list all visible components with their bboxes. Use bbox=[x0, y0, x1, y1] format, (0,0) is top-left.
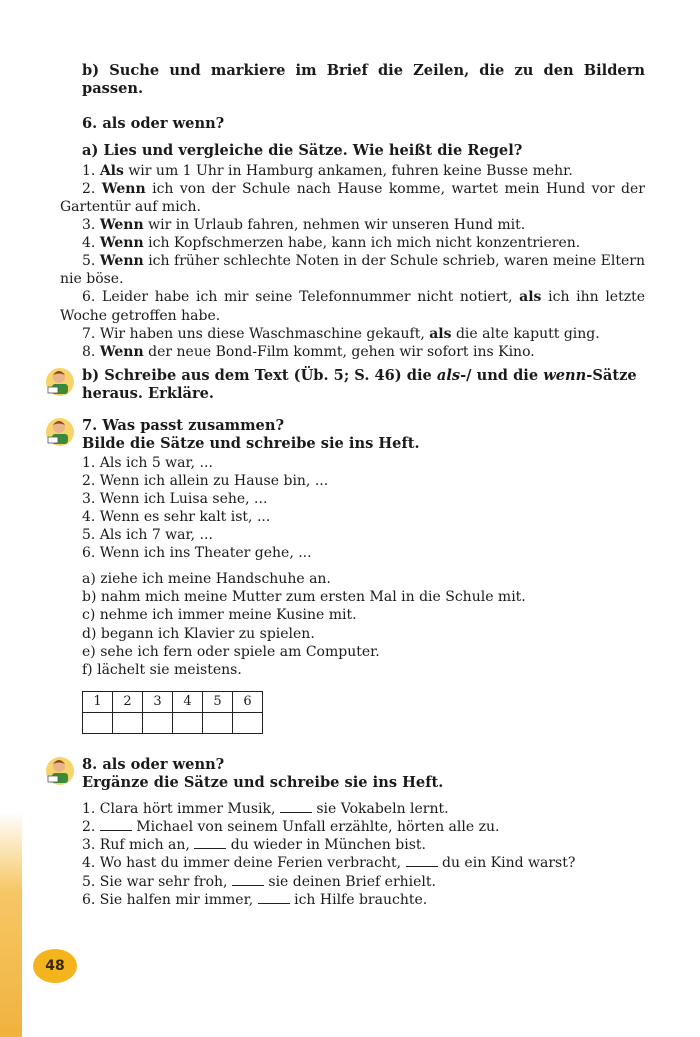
answer-table-input-cell[interactable] bbox=[173, 712, 203, 733]
sub-b-als: als bbox=[436, 366, 461, 384]
task8-line bbox=[82, 891, 645, 909]
task6-sentence-list bbox=[60, 162, 645, 361]
answer-table-input-cell[interactable] bbox=[113, 712, 143, 733]
task8-line bbox=[82, 836, 645, 854]
sentence-number: 3. bbox=[82, 217, 100, 234]
task7-start-item: 5. Als ich 7 war, ... bbox=[82, 527, 213, 544]
task8-line-text: Michael von seinem Unfall erzählte, hörten alle zu. bbox=[131, 819, 500, 836]
pupil-writing-icon bbox=[45, 756, 75, 786]
task6-sentence bbox=[60, 162, 645, 180]
answer-table-header-cell: 3 bbox=[143, 691, 173, 712]
task8-line-text: sie deinen Brief erhielt. bbox=[263, 873, 436, 890]
sentence-keyword: als bbox=[429, 325, 452, 342]
margin-stripe bbox=[0, 812, 22, 1037]
task8-line bbox=[82, 873, 645, 891]
sentence-number: 7. bbox=[82, 325, 100, 342]
sentence-keyword: Wenn bbox=[99, 253, 144, 270]
sentence-keyword: Wenn bbox=[101, 180, 146, 197]
task8-line bbox=[82, 800, 645, 818]
task8-line bbox=[82, 854, 645, 872]
sub-b-text-3: -Sätze heraus. Erkläre. bbox=[82, 366, 637, 403]
task7-start-item: 3. Wenn ich Luisa sehe, ... bbox=[82, 490, 268, 507]
sub-b-text-2: -/ und die bbox=[460, 366, 544, 384]
task8-line-list bbox=[60, 800, 645, 909]
task7-ending-item: c) nehme ich immer meine Kusine mit. bbox=[82, 607, 357, 624]
task7-title: 7. Was passt zusammen? bbox=[82, 417, 285, 435]
sentence-text: Leider habe ich mir seine Telefonnummer nicht notiert, bbox=[102, 289, 520, 306]
page-number: 48 bbox=[33, 949, 77, 983]
pupil-writing-icon bbox=[45, 367, 75, 397]
sentence-number: 8. bbox=[82, 343, 100, 360]
sentence-text: Wir haben uns diese Waschmaschine gekauft, bbox=[99, 325, 430, 342]
sentence-number: 6. bbox=[82, 289, 103, 306]
task6-sentence bbox=[60, 216, 645, 234]
task6-sub-a: a) Lies und vergleiche die Sätze. Wie heißt die Regel? bbox=[82, 141, 523, 159]
task6-sentence bbox=[60, 234, 645, 252]
answer-table-header-cell: 6 bbox=[233, 691, 263, 712]
pupil-writing-icon bbox=[45, 417, 75, 447]
sentence-text: ich von der Schule nach Hause komme, wartet mein Hund vor der Gartentür auf mich. bbox=[60, 180, 645, 215]
answer-table-input-cell[interactable] bbox=[83, 712, 113, 733]
task7-ending-item: f) lächelt sie meistens. bbox=[82, 661, 242, 678]
sentence-text: die alte kaputt ging. bbox=[451, 325, 600, 342]
fill-in-blank[interactable] bbox=[258, 891, 290, 904]
answer-table bbox=[82, 691, 263, 734]
task8-title: 8. als oder wenn? bbox=[82, 755, 225, 773]
task8-line-text: ich Hilfe brauchte. bbox=[289, 891, 428, 908]
answer-table-input-cell[interactable] bbox=[143, 712, 173, 733]
task8-line-text: sie Vokabeln lernt. bbox=[311, 801, 449, 818]
answer-table-input-cell[interactable] bbox=[203, 712, 233, 733]
sentence-text: ich früher schlechte Noten in der Schule schrieb, waren meine Eltern nie böse. bbox=[60, 253, 645, 288]
fill-in-blank[interactable] bbox=[100, 818, 132, 831]
sentence-text: ich ihn letzte Woche getroffen habe. bbox=[60, 289, 646, 324]
task8-line-text: 3. Ruf mich an, bbox=[82, 837, 195, 854]
task8-line-text: 1. Clara hört immer Musik, bbox=[82, 801, 280, 818]
answer-table-header-cell: 2 bbox=[113, 691, 143, 712]
task7-ending-item: b) nahm mich meine Mutter zum ersten Mal in die Schule mit. bbox=[82, 589, 526, 606]
task7-ending-item: a) ziehe ich meine Handschuhe an. bbox=[82, 571, 331, 588]
answer-table-header-row bbox=[83, 691, 263, 712]
task7-ending-list bbox=[60, 570, 645, 679]
sentence-keyword: Wenn bbox=[99, 343, 144, 360]
sentence-text: wir um 1 Uhr in Hamburg ankamen, fuhren keine Busse mehr. bbox=[123, 162, 573, 179]
answer-table-header-cell: 5 bbox=[203, 691, 233, 712]
sentence-number: 2. bbox=[82, 180, 102, 197]
task8-line-text: 5. Sie war sehr froh, bbox=[82, 873, 232, 890]
task6-sentence bbox=[60, 343, 645, 361]
fill-in-blank[interactable] bbox=[232, 873, 264, 886]
task6-sentence bbox=[60, 325, 645, 343]
task7-start-item: 2. Wenn ich allein zu Hause bin, ... bbox=[82, 472, 329, 489]
task8-line-text: du ein Kind warst? bbox=[437, 855, 576, 872]
task7-start-list bbox=[60, 454, 645, 563]
task6-sentence bbox=[60, 180, 645, 216]
task8-header bbox=[60, 756, 645, 792]
task8-line-text: 2. bbox=[82, 819, 100, 836]
answer-table-input-cell[interactable] bbox=[233, 712, 263, 733]
sentence-number: 4. bbox=[82, 235, 100, 252]
task8-instruction: Ergänze die Sätze und schreibe sie ins Heft. bbox=[82, 773, 444, 791]
task7-ending-item: e) sehe ich fern oder spiele am Computer. bbox=[82, 643, 380, 660]
fill-in-blank[interactable] bbox=[194, 836, 226, 849]
sentence-keyword: Wenn bbox=[99, 217, 144, 234]
task6-sentence bbox=[60, 252, 645, 288]
task8-line-text: 6. Sie halfen mir immer, bbox=[82, 891, 258, 908]
sentence-text: der neue Bond-Film kommt, gehen wir sofort ins Kino. bbox=[143, 343, 535, 360]
sub-b-text-1: b) Schreibe aus dem Text (Üb. 5; S. 46) die bbox=[82, 366, 437, 384]
sentence-text: wir in Urlaub fahren, nehmen wir unseren Hund mit. bbox=[143, 217, 526, 234]
task8-line-text: du wieder in München bist. bbox=[226, 837, 426, 854]
task7-start-item: 1. Als ich 5 war, ... bbox=[82, 454, 213, 471]
task8-line bbox=[82, 818, 645, 836]
sub-b-wenn: wenn bbox=[543, 366, 587, 384]
answer-table-header-cell: 4 bbox=[173, 691, 203, 712]
answer-table-answer-row bbox=[83, 712, 263, 733]
sentence-keyword: als bbox=[519, 289, 542, 306]
answer-table-header-cell: 1 bbox=[83, 691, 113, 712]
page-content bbox=[60, 62, 645, 909]
task7-header bbox=[60, 417, 645, 453]
task6-title: 6. als oder wenn? bbox=[82, 115, 225, 133]
task6-sub-b bbox=[60, 367, 645, 403]
fill-in-blank[interactable] bbox=[280, 800, 312, 813]
fill-in-blank[interactable] bbox=[406, 854, 438, 867]
sentence-text: ich Kopfschmerzen habe, kann ich mich nicht konzentrieren. bbox=[143, 235, 581, 252]
sentence-keyword: Als bbox=[99, 162, 124, 179]
task7-ending-item: d) begann ich Klavier zu spielen. bbox=[82, 625, 315, 642]
task7-instruction: Bilde die Sätze und schreibe sie ins Heft. bbox=[82, 435, 420, 453]
task8-line-text: 4. Wo hast du immer deine Ferien verbracht, bbox=[82, 855, 406, 872]
task7-start-item: 4. Wenn es sehr kalt ist, ... bbox=[82, 508, 271, 525]
sentence-keyword: Wenn bbox=[99, 235, 144, 252]
task6-sentence bbox=[60, 288, 645, 324]
sentence-number: 1. bbox=[82, 162, 100, 179]
task7-start-item: 6. Wenn ich ins Theater gehe, ... bbox=[82, 545, 312, 562]
sentence-number: 5. bbox=[82, 253, 100, 270]
intro-instruction: b) Suche und markiere im Brief die Zeilen, die zu den Bildern passen. bbox=[82, 62, 645, 98]
